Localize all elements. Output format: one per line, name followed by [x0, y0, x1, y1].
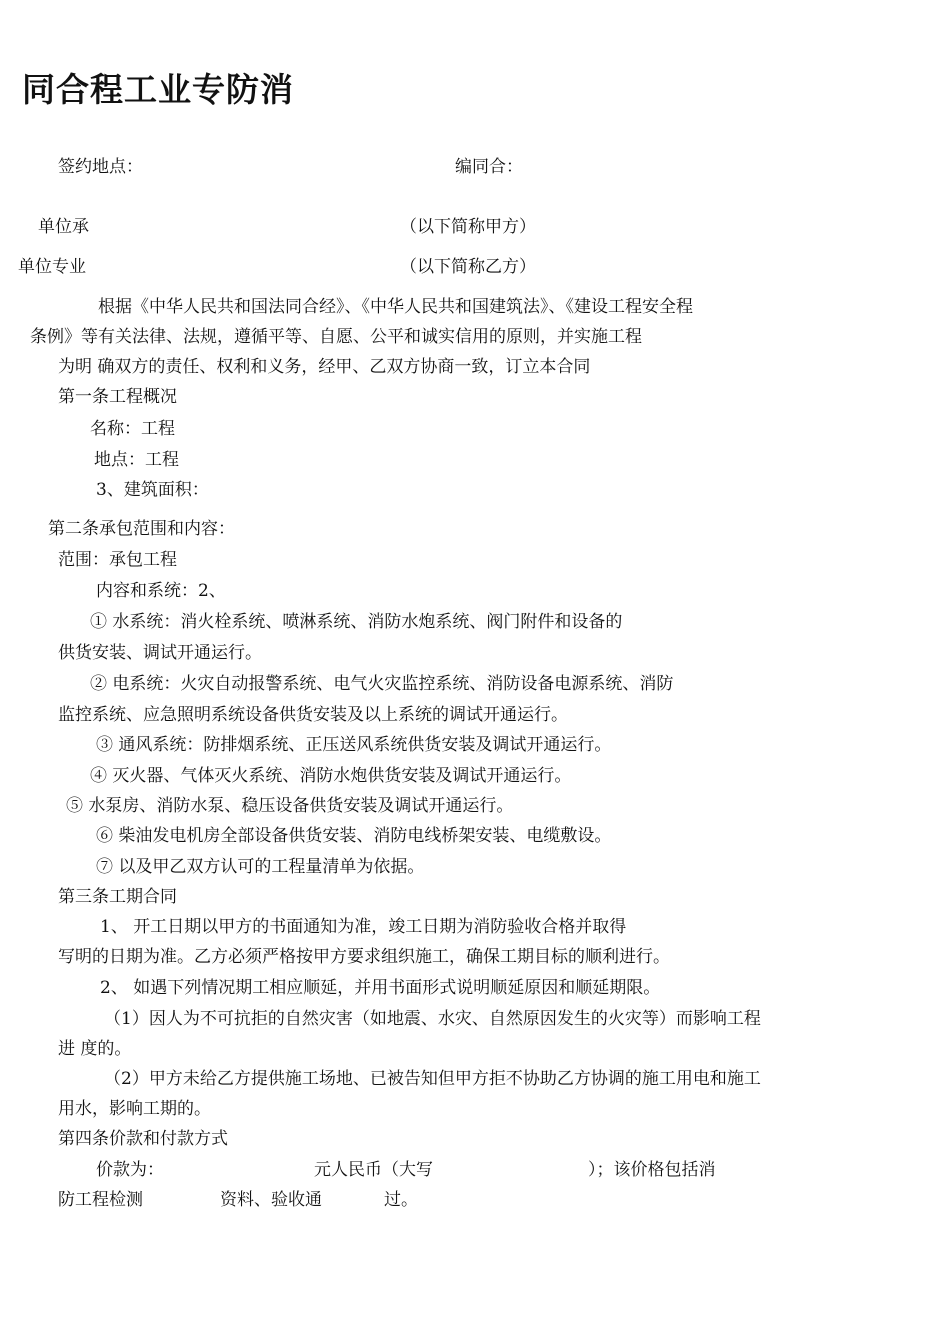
- article-3-heading: 第三条工期合同: [58, 887, 177, 907]
- article-4-heading: 第四条价款和付款方式: [58, 1129, 228, 1149]
- article-1-heading: 第一条工程概况: [58, 387, 177, 407]
- preamble-line: 为明 确双方的责任、权利和义务，经甲、乙双方协商一致，订立本合同: [58, 357, 591, 377]
- document-title: 同合程工业专防消: [22, 70, 294, 109]
- price-currency: 元人民币（大写: [314, 1160, 433, 1180]
- preamble-line: 根据《中华人民共和国法同合经》、《中华人民共和国建筑法》、《建设工程安全程: [98, 297, 693, 317]
- article-1-item: 3、建筑面积：: [96, 480, 209, 500]
- system-line: ④ 灭火器、气体灭火系统、消防水炮供货安装及调试开通运行。: [90, 766, 572, 786]
- article-3-paragraph: 用水，影响工期的。: [58, 1099, 211, 1119]
- system-line: ⑦ 以及甲乙双方认可的工程量清单为依据。: [96, 857, 425, 877]
- party-b-note: （以下简称乙方）: [400, 257, 536, 277]
- article-2-item: 范围：承包工程: [58, 550, 177, 570]
- system-line: ⑥ 柴油发电机房全部设备供货安装、消防电线桥架安装、电缆敷设。: [96, 826, 612, 846]
- article-1-item: 地点：工程: [94, 450, 179, 470]
- system-line: ③ 通风系统：防排烟系统、正压送风系统供货安装及调试开通运行。: [96, 735, 612, 755]
- price-line-2b: 资料、验收通: [220, 1190, 322, 1210]
- article-3-paragraph: 1、 开工日期以甲方的书面通知为准，竣工日期为消防验收合格并取得: [100, 917, 627, 937]
- price-tail: ）；该价格包括消: [588, 1160, 716, 1180]
- article-3-paragraph: 2、 如遇下列情况期工相应顺延，并用书面形式说明顺延原因和顺延期限。: [100, 978, 661, 998]
- article-1-item: 名称：工程: [90, 419, 175, 439]
- system-line: ⑤ 水泵房、消防水泵、稳压设备供货安装及调试开通运行。: [66, 796, 514, 816]
- article-3-paragraph: （1）因人为不可抗拒的自然灾害（如地震、水灾、自然原因发生的火灾等）而影响工程: [104, 1009, 761, 1029]
- article-3-paragraph: 写明的日期为准。乙方必须严格按甲方要求组织施工，确保工期目标的顺利进行。: [58, 947, 670, 967]
- price-line-2c: 过。: [384, 1190, 418, 1210]
- system-line: ② 电系统：火灾自动报警系统、电气火灾监控系统、消防设备电源系统、消防: [90, 674, 674, 694]
- party-a-note: （以下简称甲方）: [400, 217, 536, 237]
- price-line-2a: 防工程检测: [58, 1190, 143, 1210]
- party-b-label: 单位专业: [18, 257, 86, 277]
- article-3-paragraph: （2）甲方未给乙方提供施工场地、已被告知但甲方拒不协助乙方协调的施工用电和施工: [104, 1069, 761, 1089]
- system-line: ① 水系统：消火栓系统、喷淋系统、消防水炮系统、阀门附件和设备的: [90, 612, 623, 632]
- price-label: 价款为：: [96, 1160, 164, 1180]
- article-3-paragraph: 进 度的。: [58, 1039, 132, 1059]
- article-2-item: 内容和系统：2、: [96, 581, 226, 601]
- preamble-line: 条例》等有关法律、法规，遵循平等、自愿、公平和诚实信用的原则，并实施工程: [30, 327, 642, 347]
- contract-number-label: 编同合：: [455, 157, 523, 177]
- system-line: 供货安装、调试开通运行。: [58, 643, 262, 663]
- sign-place-label: 签约地点：: [58, 157, 143, 177]
- party-a-label: 单位承: [38, 217, 89, 237]
- article-2-heading: 第二条承包范围和内容：: [48, 519, 235, 539]
- system-line: 监控系统、应急照明系统设备供货安装及以上系统的调试开通运行。: [58, 705, 568, 725]
